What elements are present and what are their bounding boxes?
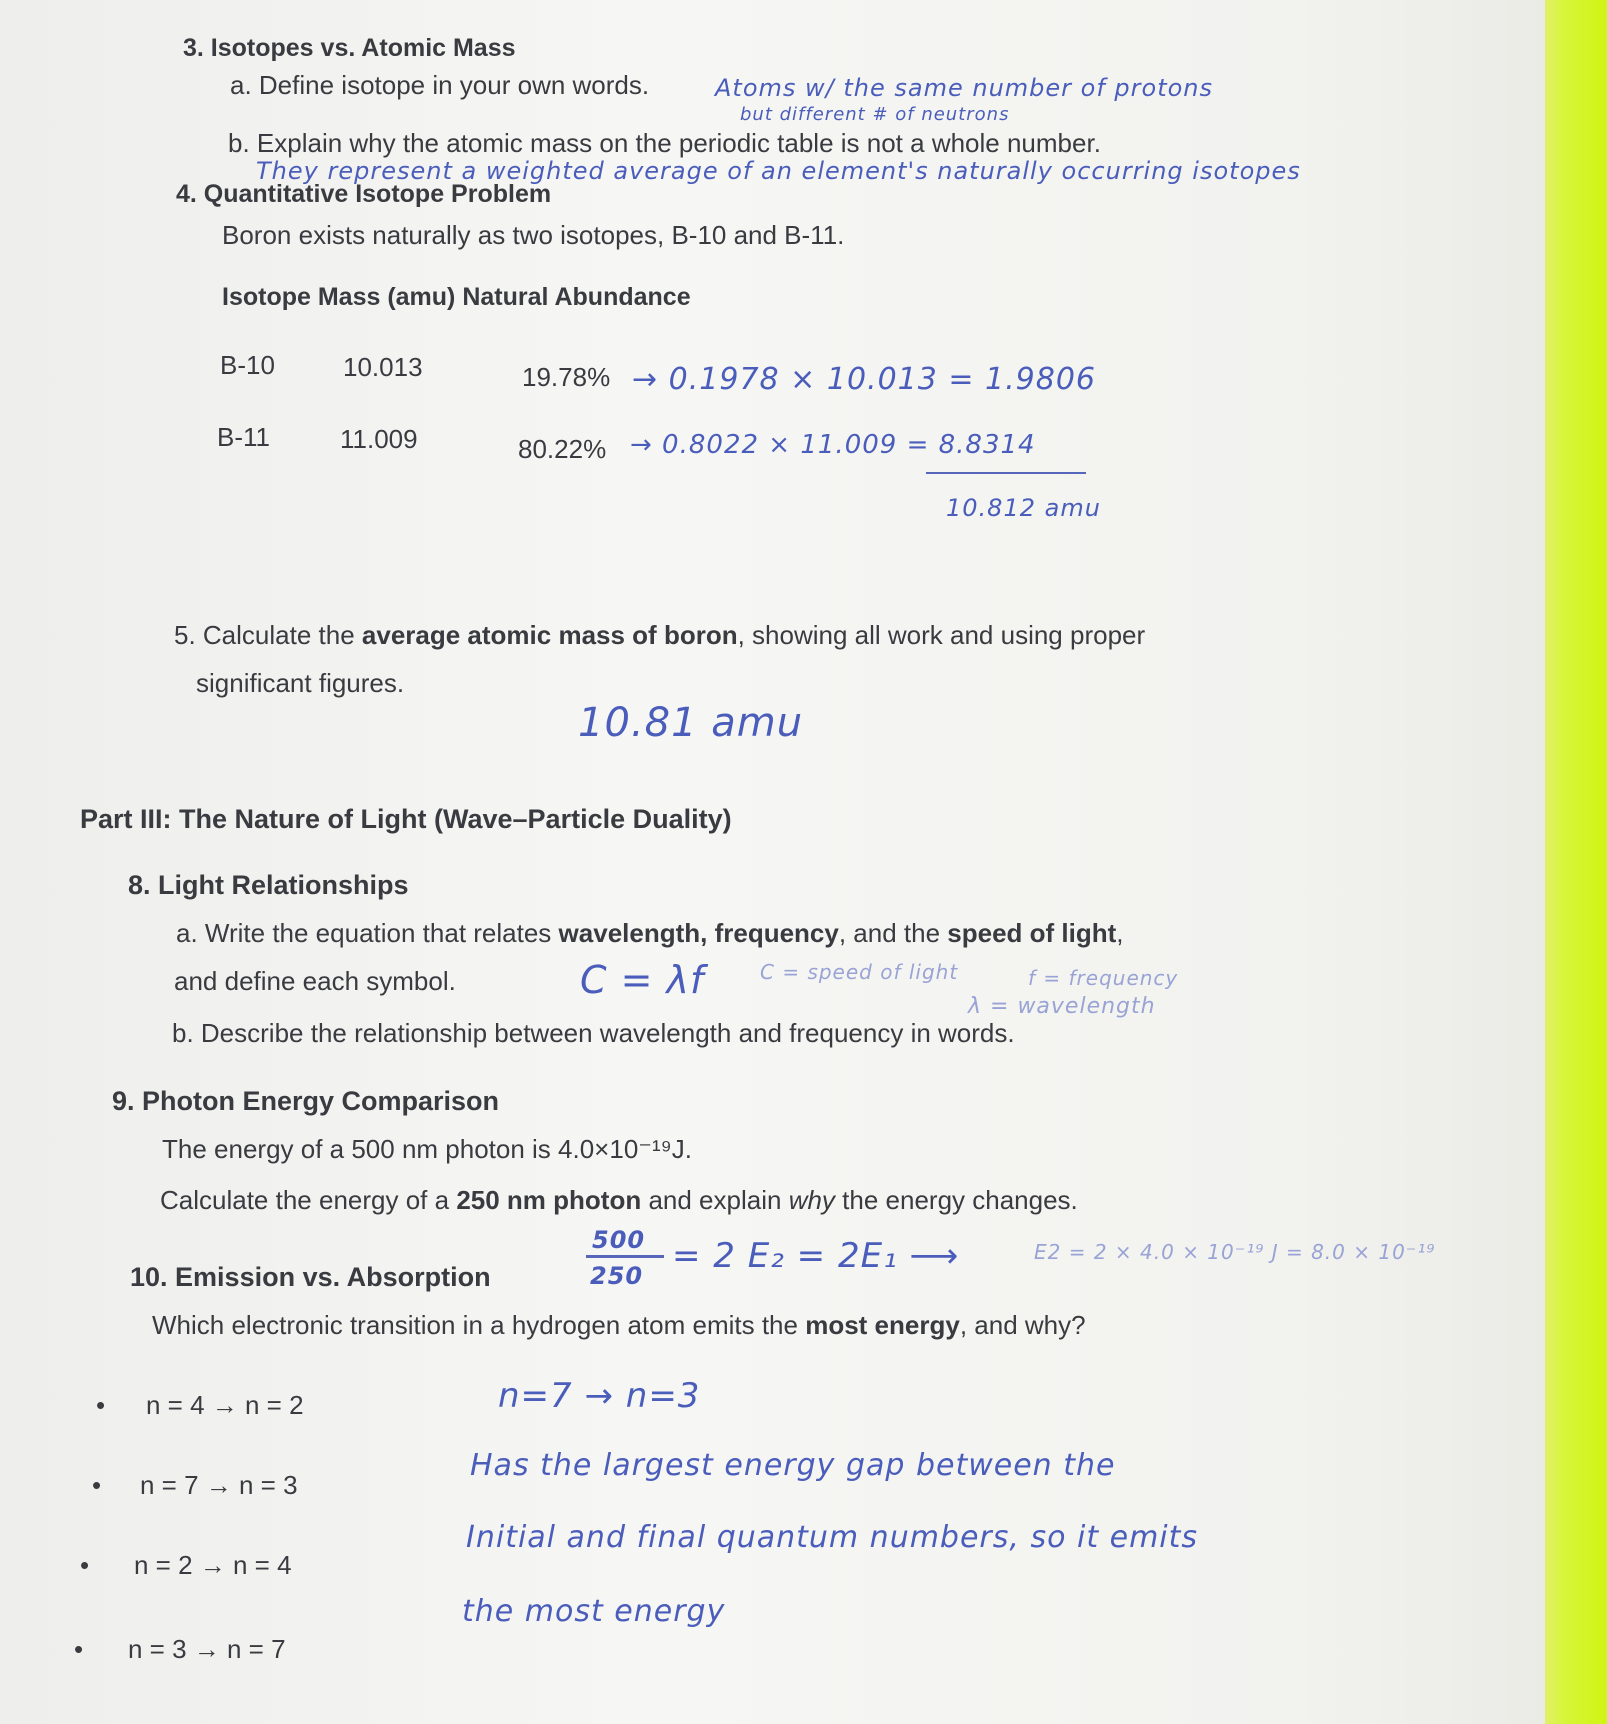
q5-prompt-line1: 5. Calculate the average atomic mass of boron, showing all work and using proper (174, 620, 1146, 650)
q3-a-answer-line2: but different # of neutrons (740, 104, 1010, 125)
bullet-icon: • (92, 1470, 102, 1500)
q10-ask: Which electronic transition in a hydrogen atom emits the most energy, and why? (152, 1310, 1086, 1340)
q8-a-prompt-line2: and define each symbol. (174, 966, 456, 996)
fraction-bar (586, 1255, 664, 1258)
q9-ask: Calculate the energy of a 250 nm photon and explain why the energy changes. (160, 1185, 1078, 1215)
q8-b-prompt: b. Describe the relationship between wavelength and frequency in words. (172, 1018, 1015, 1048)
table-row-mass: 11.009 (340, 424, 418, 454)
table-row-mass: 10.013 (343, 352, 423, 382)
isotope-table-header: Isotope Mass (amu) Natural Abundance (222, 283, 691, 311)
light-equation: C = λf (580, 958, 705, 1002)
work-fraction-bottom: 250 (590, 1262, 644, 1290)
q10-explanation-line1: Has the largest energy gap between the (470, 1448, 1116, 1483)
table-row-abundance: 19.78% (522, 362, 611, 392)
q10-explanation-line2: Initial and final quantum numbers, so it emits (466, 1520, 1199, 1555)
bullet-icon: • (80, 1550, 90, 1580)
table-row-abundance: 80.22% (518, 434, 607, 464)
highlighter-edge (1545, 0, 1607, 1724)
work-equation: = 2 E₂ = 2E₁ ⟶ (672, 1236, 960, 1276)
q3-title: 3. Isotopes vs. Atomic Mass (183, 34, 516, 62)
q5-prompt-line2: significant figures. (196, 668, 405, 698)
q3-b-prompt: b. Explain why the atomic mass on the periodic table is not a whole number. (228, 128, 1101, 158)
q3-a-answer-line1: Atoms w/ the same number of protons (715, 74, 1214, 102)
table-row-isotope: B-10 (220, 350, 275, 380)
q10-answer: n=7 → n=3 (498, 1376, 701, 1416)
table-row-work: → 0.1978 × 10.013 = 1.9806 (632, 362, 1097, 397)
table-row-work: → 0.8022 × 11.009 = 8.8314 (630, 430, 1036, 460)
table-row-isotope: B-11 (217, 422, 270, 452)
bullet-icon: • (74, 1634, 84, 1664)
list-item: n = 7 → n = 3 (140, 1470, 298, 1500)
q3-a-prompt: a. Define isotope in your own words. (230, 70, 650, 100)
q10-explanation-line3: the most energy (462, 1594, 726, 1629)
c-definition: C = speed of light (760, 960, 959, 984)
work-result: E2 = 2 × 4.0 × 10⁻¹⁹ J = 8.0 × 10⁻¹⁹ (1034, 1240, 1436, 1264)
q9-given: The energy of a 500 nm photon is 4.0×10⁻¹⁹J. (162, 1134, 693, 1164)
q10-title: 10. Emission vs. Absorption (130, 1262, 491, 1292)
list-item: n = 4 → n = 2 (146, 1390, 304, 1420)
q4-title: 4. Quantitative Isotope Problem (176, 180, 552, 208)
bullet-icon: • (96, 1390, 106, 1420)
sum-underline (926, 472, 1086, 474)
q8-a-prompt: a. Write the equation that relates wavelength, frequency, and the speed of light, (176, 918, 1124, 948)
q8-title: 8. Light Relationships (128, 870, 409, 900)
q4-intro: Boron exists naturally as two isotopes, B-10 and B-11. (222, 220, 845, 250)
q5-answer: 10.81 amu (578, 700, 804, 746)
work-fraction-top: 500 (592, 1226, 646, 1254)
q9-title: 9. Photon Energy Comparison (112, 1086, 500, 1116)
f-definition: f = frequency (1028, 966, 1179, 990)
q3-b-answer: They represent a weighted average of an element's naturally occurring isotopes (256, 157, 1301, 185)
list-item: n = 2 → n = 4 (134, 1550, 292, 1580)
lambda-definition: λ = wavelength (968, 994, 1156, 1019)
list-item: n = 3 → n = 7 (128, 1634, 286, 1664)
isotope-mass-sum: 10.812 amu (946, 494, 1101, 522)
part3-title: Part III: The Nature of Light (Wave–Particle Duality) (80, 804, 732, 834)
